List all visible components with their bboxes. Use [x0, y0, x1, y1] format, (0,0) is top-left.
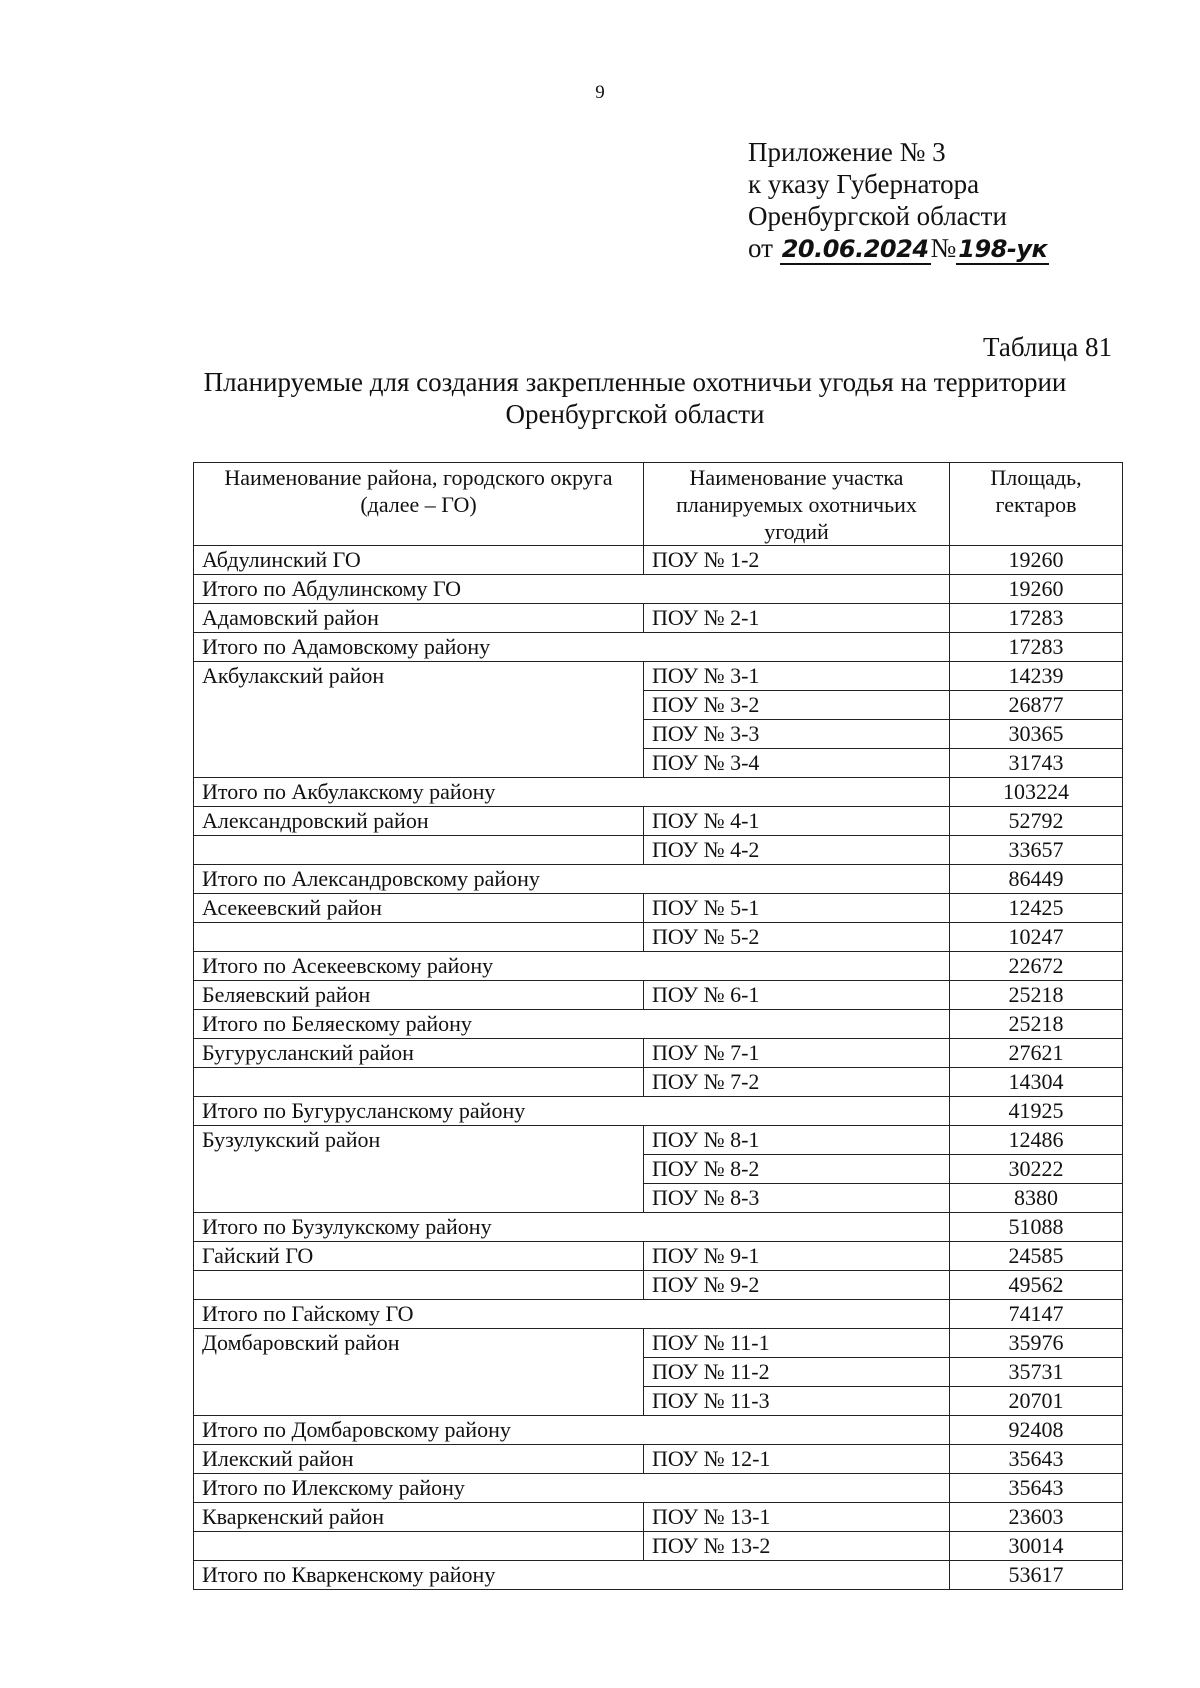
total-area-cell: 41925 [950, 1097, 1123, 1126]
area-cell: 8380 [950, 1184, 1123, 1213]
table-row [194, 1039, 1123, 1068]
plot-name-cell: ПОУ № 4-1 [644, 807, 950, 836]
total-row [194, 865, 1123, 894]
table-body [194, 546, 1123, 1590]
plot-name-cell: ПОУ № 11-3 [644, 1387, 950, 1416]
total-label-cell: Итого по Бугурусланскому району [194, 1097, 950, 1126]
decree-number: 198-ук [958, 235, 1048, 263]
total-label-cell: Итого по Бузулукскому району [194, 1213, 950, 1242]
total-area-cell: 25218 [950, 1010, 1123, 1039]
plot-name-cell: ПОУ № 1-2 [644, 546, 950, 575]
appendix-line-3: Оренбургской области [748, 201, 1007, 231]
table-row [194, 1445, 1123, 1474]
district-cell: Бузулукский район [194, 1126, 644, 1213]
district-cell: Илекский район [194, 1445, 644, 1474]
area-cell: 17283 [950, 604, 1123, 633]
plot-name-cell: ПОУ № 13-1 [644, 1503, 950, 1532]
area-cell: 33657 [950, 836, 1123, 865]
hunting-grounds-table [193, 462, 1123, 1590]
table-label: Таблица 81 [983, 332, 1112, 362]
area-cell: 14304 [950, 1068, 1123, 1097]
district-cell: Александровский район [194, 807, 644, 836]
total-label-cell: Итого по Асекеевскому району [194, 952, 950, 981]
page-number: 9 [595, 82, 605, 103]
plot-name-cell: ПОУ № 3-4 [644, 749, 950, 778]
district-cell-empty [194, 1271, 644, 1300]
table-row [194, 1532, 1123, 1561]
total-row [194, 1300, 1123, 1329]
total-area-cell: 35643 [950, 1474, 1123, 1503]
district-cell-empty [194, 923, 644, 952]
title-line-2: Оренбургской области [505, 399, 765, 429]
table-header-row [194, 463, 1123, 546]
plot-name-cell: ПОУ № 9-2 [644, 1271, 950, 1300]
total-row [194, 633, 1123, 662]
total-area-cell: 19260 [950, 575, 1123, 604]
header-district: Наименование района, городского округа (далее – ГО) [194, 463, 644, 546]
total-row [194, 778, 1123, 807]
total-label-cell: Итого по Абдулинскому ГО [194, 575, 950, 604]
table-row [194, 604, 1123, 633]
district-cell-empty [194, 1532, 644, 1561]
plot-name-cell: ПОУ № 6-1 [644, 981, 950, 1010]
table-row [194, 836, 1123, 865]
table-row [194, 894, 1123, 923]
total-row [194, 1561, 1123, 1590]
table-row [194, 923, 1123, 952]
table-row [194, 1242, 1123, 1271]
total-label-cell: Итого по Адамовскому району [194, 633, 950, 662]
total-row [194, 1474, 1123, 1503]
table-row [194, 1503, 1123, 1532]
area-cell: 10247 [950, 923, 1123, 952]
plot-name-cell: ПОУ № 7-1 [644, 1039, 950, 1068]
total-label-cell: Итого по Акбулакскому району [194, 778, 950, 807]
district-cell: Гайский ГО [194, 1242, 644, 1271]
area-cell: 35731 [950, 1358, 1123, 1387]
appendix-line-2: к указу Губернатора [748, 169, 980, 199]
area-cell: 25218 [950, 981, 1123, 1010]
plot-name-cell: ПОУ № 7-2 [644, 1068, 950, 1097]
total-area-cell: 86449 [950, 865, 1123, 894]
total-label-cell: Итого по Гайскому ГО [194, 1300, 950, 1329]
area-cell: 26877 [950, 691, 1123, 720]
area-cell: 49562 [950, 1271, 1123, 1300]
plot-name-cell: ПОУ № 5-1 [644, 894, 950, 923]
area-cell: 14239 [950, 662, 1123, 691]
header-area: Площадь, гектаров [950, 463, 1123, 546]
total-area-cell: 51088 [950, 1213, 1123, 1242]
area-cell: 30014 [950, 1532, 1123, 1561]
appendix-date-line [748, 232, 1049, 265]
area-cell: 27621 [950, 1039, 1123, 1068]
total-area-cell: 53617 [950, 1561, 1123, 1590]
area-cell: 23603 [950, 1503, 1123, 1532]
header-plot: Наименование участка планируемых охотничьих угодий [644, 463, 950, 546]
total-area-cell: 74147 [950, 1300, 1123, 1329]
table-row [194, 1126, 1123, 1155]
plot-name-cell: ПОУ № 5-2 [644, 923, 950, 952]
area-cell: 30222 [950, 1155, 1123, 1184]
table-row [194, 1329, 1123, 1358]
table-row [194, 1068, 1123, 1097]
table-row [194, 807, 1123, 836]
table-row [194, 662, 1123, 691]
area-cell: 24585 [950, 1242, 1123, 1271]
title-line-1: Планируемые для создания закрепленные охотничьи угодья на территории [203, 367, 1067, 397]
appendix-line-1: Приложение № 3 [748, 137, 946, 167]
district-cell: Кваркенский район [194, 1503, 644, 1532]
plot-name-cell: ПОУ № 2-1 [644, 604, 950, 633]
district-cell: Бугурусланский район [194, 1039, 644, 1068]
number-sign: № [930, 233, 957, 263]
total-label-cell: Итого по Домбаровскому району [194, 1416, 950, 1445]
plot-name-cell: ПОУ № 3-2 [644, 691, 950, 720]
total-area-cell: 103224 [950, 778, 1123, 807]
date-prefix: от [748, 233, 773, 263]
table-row [194, 546, 1123, 575]
document-title [150, 366, 1120, 430]
area-cell: 12425 [950, 894, 1123, 923]
decree-date: 20.06.2024 [781, 235, 929, 263]
plot-name-cell: ПОУ № 13-2 [644, 1532, 950, 1561]
total-row [194, 1416, 1123, 1445]
district-cell: Асекеевский район [194, 894, 644, 923]
district-cell: Адамовский район [194, 604, 644, 633]
plot-name-cell: ПОУ № 8-1 [644, 1126, 950, 1155]
table-row [194, 981, 1123, 1010]
total-area-cell: 17283 [950, 633, 1123, 662]
district-cell-empty [194, 836, 644, 865]
plot-name-cell: ПОУ № 4-2 [644, 836, 950, 865]
table-row [194, 1271, 1123, 1300]
plot-name-cell: ПОУ № 11-1 [644, 1329, 950, 1358]
total-row [194, 952, 1123, 981]
district-cell: Абдулинский ГО [194, 546, 644, 575]
total-row [194, 575, 1123, 604]
total-label-cell: Итого по Кваркенскому району [194, 1561, 950, 1590]
total-row [194, 1010, 1123, 1039]
district-cell: Домбаровский район [194, 1329, 644, 1416]
district-cell-empty [194, 1068, 644, 1097]
plot-name-cell: ПОУ № 3-1 [644, 662, 950, 691]
plot-name-cell: ПОУ № 3-3 [644, 720, 950, 749]
area-cell: 12486 [950, 1126, 1123, 1155]
district-cell: Акбулакский район [194, 662, 644, 778]
total-area-cell: 92408 [950, 1416, 1123, 1445]
total-label-cell: Итого по Александровскому району [194, 865, 950, 894]
plot-name-cell: ПОУ № 9-1 [644, 1242, 950, 1271]
total-area-cell: 22672 [950, 952, 1123, 981]
total-label-cell: Итого по Илекскому району [194, 1474, 950, 1503]
area-cell: 35643 [950, 1445, 1123, 1474]
plot-name-cell: ПОУ № 12-1 [644, 1445, 950, 1474]
area-cell: 30365 [950, 720, 1123, 749]
area-cell: 20701 [950, 1387, 1123, 1416]
area-cell: 35976 [950, 1329, 1123, 1358]
district-cell: Беляевский район [194, 981, 644, 1010]
area-cell: 19260 [950, 546, 1123, 575]
total-row [194, 1213, 1123, 1242]
plot-name-cell: ПОУ № 11-2 [644, 1358, 950, 1387]
area-cell: 52792 [950, 807, 1123, 836]
plot-name-cell: ПОУ № 8-2 [644, 1155, 950, 1184]
area-cell: 31743 [950, 749, 1123, 778]
plot-name-cell: ПОУ № 8-3 [644, 1184, 950, 1213]
total-row [194, 1097, 1123, 1126]
appendix-block [748, 136, 1049, 265]
total-label-cell: Итого по Беляескому району [194, 1010, 950, 1039]
